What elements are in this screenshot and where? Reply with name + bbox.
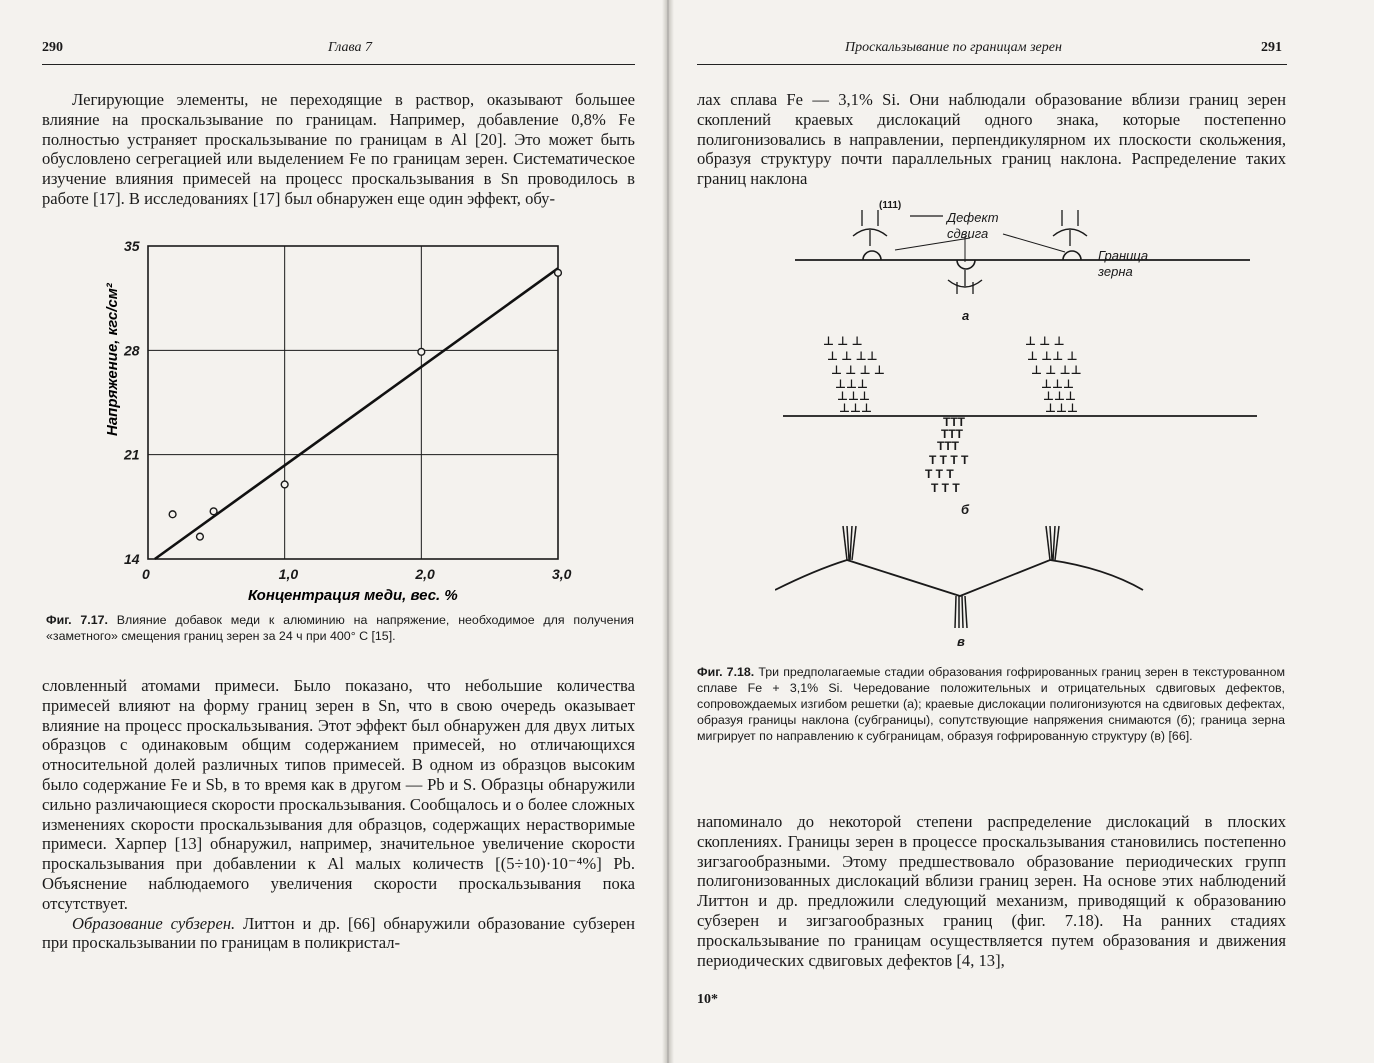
dislocation-group-lower xyxy=(925,415,969,495)
data-point xyxy=(210,508,217,515)
svg-text:⊥⊥⊥: ⊥⊥⊥ xyxy=(1041,377,1074,391)
svg-text:TTT: TTT xyxy=(941,427,963,441)
x-tick-label: 2,0 xyxy=(415,566,435,582)
figure-label: Фиг. 7.17. xyxy=(46,613,108,627)
paragraph-text: Легирующие элементы, не переходящие в раствор, оказывают большее влияние на проскальзывание по границам. Например, добавление 0,8% Fe полностью устраняет проскальзывание по границам в Al [20]. Это может быть обусловлено сегрегацией или выделением Fe по границам зерен. Систематическое изучение влияния примесей на процесс проскальзывания в Sn проводилось в работе [17]. В исследованиях [17] был обнаружен еще один эффект, обу- xyxy=(42,90,635,208)
paragraph-text: лах сплава Fe — 3,1% Si. Они наблюдали образование вблизи границ зерен скоплений краевых дислокаций одного знака, которые постепенно полигонизовались в направлении, перпендикулярном их плоскости скольжения, образуя структуру почти параллельных границ наклона. Распределение таких границ наклона xyxy=(697,90,1286,189)
running-title-left: Глава 7 xyxy=(328,40,372,55)
corrugated-boundary xyxy=(775,560,1143,596)
paragraph-text: словленный атомами примеси. Было показано, что небольшие количества примесей влияют на форму границ зерен в Sn, что в свою очередь оказывает влияние на процесс проскальзывания. Этот эффект был обнаружен для двух литых образцов с одинаковым общим содержанием примесей, но отличающихся относительной долей различных типов примесей. В одном из образцов высоким было содержание Fe и Sb, в то время как в другом — Pb и S. Образцы обнаружили сильно различающиеся скорости проскальзывания. Сообщалось и о более сложных изменениях скорости проскальзывания для образцов, содержащих нерастворимые примеси. Харпер [13] обнаружил, например, значительное увеличение скорости проскальзывания при добавлении к Al малых количеств [(5÷10)·10⁻⁴%] Pb. Объяснение наблюдаемого увеличения скорости проскальзывания пока отсутствует. xyxy=(42,676,635,913)
stage-label-a: а xyxy=(962,308,970,323)
svg-text:TTT: TTT xyxy=(943,415,965,429)
chart-fig-7-17 xyxy=(90,236,650,606)
svg-text:T T T: T T T xyxy=(925,467,954,481)
plot-frame xyxy=(148,246,558,559)
stage-label-b: б xyxy=(961,502,970,517)
figure-label: Фиг. 7.18. xyxy=(697,665,755,679)
leader-line xyxy=(1003,234,1065,252)
svg-text:⊥ ⊥⊥ ⊥: ⊥ ⊥⊥ ⊥ xyxy=(1027,349,1078,363)
boundary-label-2: зерна xyxy=(1098,264,1133,279)
diagram-fig-7-18 xyxy=(775,190,1335,650)
svg-text:T T T: T T T xyxy=(931,481,960,495)
boundary-label: Граница xyxy=(1098,248,1149,263)
data-point xyxy=(197,533,204,540)
italic-heading: Образование субзерен. xyxy=(72,913,236,933)
y-axis-label: Напряжение, кгс/см² xyxy=(104,283,121,436)
paragraph-text: Литтон и др. [66] обнаружили образование субзерен при проскальзывании по границам в поликристал- xyxy=(42,913,635,953)
figure-caption-text: Три предполагаемые стадии образования гофрированных границ зерен в текстурованном сплаве Fe + 3,1% Si. Чередование положительных и отрицательных сдвиговых дефектов, сопровождаемых изгибом решетки (а); краевые дислокации полигонизуются на сдвиговых дефектах, образуя границы наклона (субграницы), сопутствующие напряжения снимаются (б); граница зерна мигрирует по направлению к субграницам, образуя гофрированную структуру (в) [66]. xyxy=(697,665,1286,743)
header-rule-right xyxy=(697,64,1287,65)
y-tick-label: 14 xyxy=(124,551,140,567)
svg-text:⊥⊥⊥: ⊥⊥⊥ xyxy=(1043,389,1076,403)
y-tick-label: 21 xyxy=(124,446,140,463)
svg-text:⊥ ⊥ ⊥ ⊥: ⊥ ⊥ ⊥ ⊥ xyxy=(831,363,885,377)
x-tick-label: 3,0 xyxy=(552,566,572,582)
svg-text:⊥⊥⊥: ⊥⊥⊥ xyxy=(1045,401,1078,415)
book-gutter xyxy=(662,0,674,1063)
right-page xyxy=(675,0,1374,1063)
figure-caption-7-18 xyxy=(697,664,1285,744)
svg-text:⊥ ⊥ ⊥: ⊥ ⊥ ⊥ xyxy=(1025,334,1065,348)
shear-defect-dip xyxy=(957,260,975,269)
page-number-right: 291 xyxy=(1261,40,1282,55)
header-rule-left xyxy=(42,64,635,65)
paragraph-text: напоминало до некоторой степени распределение дислокаций в плоских скоплениях. Границы зерен в процессе проскальзывания становились постепенно зигзагообразными. Этому предшествовало образование периодических групп полигонизованных дислокаций вблизи границ зерен. На основе этих наблюдений Литтон и др. предложили следующий механизм, приводящий к образованию субзерен и зигзагообразных границ (фиг. 7.18). На ранних стадиях проскальзывание по границам осуществляется путем образования и движения периодических сдвиговых дефектов [4, 13], xyxy=(697,812,1286,970)
svg-text:⊥ ⊥ ⊥: ⊥ ⊥ ⊥ xyxy=(823,334,863,348)
right-paragraph-bottom xyxy=(697,812,1286,970)
svg-text:⊥⊥⊥: ⊥⊥⊥ xyxy=(835,377,868,391)
stage-label-c: в xyxy=(957,634,965,649)
x-tick-label: 0 xyxy=(142,566,150,582)
data-point xyxy=(418,348,425,355)
shear-defect-bump xyxy=(1063,251,1081,260)
data-point xyxy=(281,481,288,488)
subboundary-lines xyxy=(843,526,1059,628)
left-paragraph-continue xyxy=(42,676,635,953)
right-paragraph-top xyxy=(697,90,1286,189)
page-number-left: 290 xyxy=(42,40,63,55)
svg-text:T T T T: T T T T xyxy=(929,453,969,467)
left-page xyxy=(0,0,665,1063)
figure-caption-7-17 xyxy=(46,612,634,644)
data-point xyxy=(555,269,562,276)
trend-line xyxy=(155,268,558,559)
dislocation-group-upper-left xyxy=(823,334,885,415)
svg-text:⊥⊥⊥: ⊥⊥⊥ xyxy=(837,389,870,403)
running-title-right: Проскальзывание по границам зерен xyxy=(845,40,1062,55)
y-tick-label: 35 xyxy=(124,238,140,254)
svg-text:TTT: TTT xyxy=(937,439,959,453)
data-point xyxy=(169,511,176,518)
svg-text:⊥ ⊥ ⊥⊥: ⊥ ⊥ ⊥⊥ xyxy=(1031,363,1082,377)
y-tick-label: 28 xyxy=(124,342,140,359)
left-paragraph-top xyxy=(42,90,635,209)
plane-label: (111) xyxy=(879,200,902,211)
signature-mark: 10* xyxy=(697,992,718,1007)
svg-text:⊥⊥⊥: ⊥⊥⊥ xyxy=(839,401,872,415)
x-axis-label: Концентрация меди, вес. % xyxy=(248,587,458,604)
defect-label-2: сдвига xyxy=(947,226,989,241)
svg-text:⊥ ⊥ ⊥⊥: ⊥ ⊥ ⊥⊥ xyxy=(827,349,878,363)
paragraph-subgrains xyxy=(42,914,635,954)
x-tick-label: 1,0 xyxy=(278,566,299,582)
figure-caption-text: Влияние добавок меди к алюминию на напряжение, необходимое для получения «заметного» смещения границ зерен за 24 ч при 400° С [15]. xyxy=(46,613,634,643)
dislocation-group-upper-right xyxy=(1025,334,1082,415)
shear-defect-bump xyxy=(863,251,881,260)
defect-label: Дефект xyxy=(947,210,999,225)
